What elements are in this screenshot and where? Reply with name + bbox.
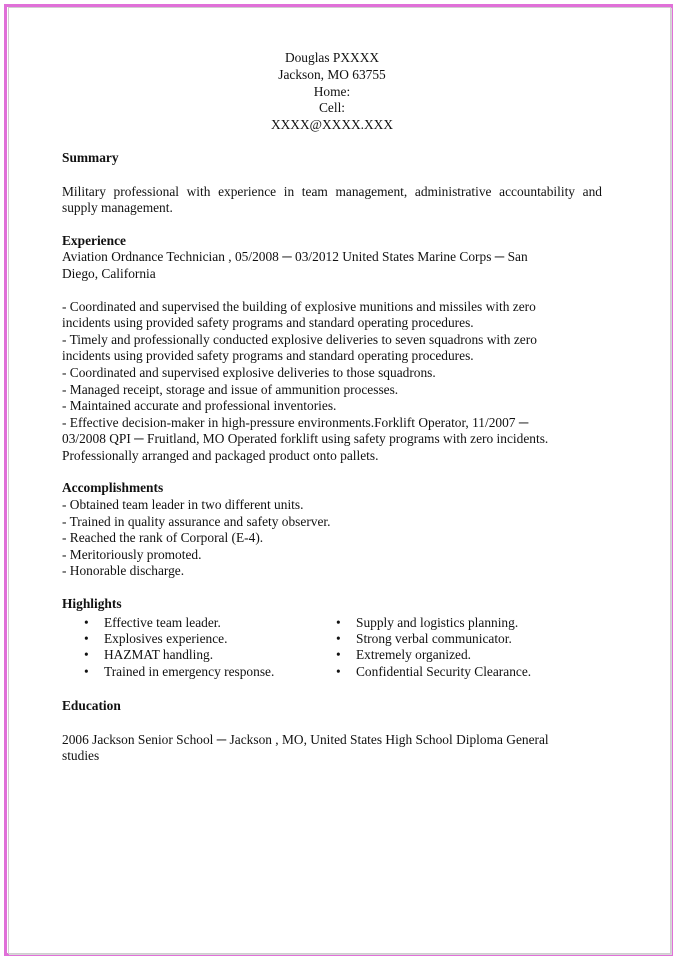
accomplishment-item: - Honorable discharge.: [62, 563, 185, 579]
home-phone-label: Home:: [313, 83, 351, 99]
experience-bullets: [62, 299, 602, 465]
highlight-item: • Strong verbal communicator.: [314, 631, 531, 647]
accomplishments-heading: Accomplishments: [62, 480, 164, 496]
highlights-right-column: [314, 615, 531, 681]
experience-bullet: incidents using provided safety programs and standard operating procedures.: [62, 348, 474, 364]
accomplishment-item: - Meritoriously promoted.: [62, 546, 202, 562]
experience-bullet: 03/2008 QPI ─ Fruitland, MO Operated forklift using safety programs with zero incidents.: [62, 431, 549, 447]
highlight-item: • Confidential Security Clearance.: [314, 664, 531, 680]
candidate-location: Jackson, MO 63755: [278, 66, 386, 82]
education-line: studies: [62, 748, 100, 764]
experience-bullet: - Managed receipt, storage and issue of ammunition processes.: [62, 381, 399, 397]
summary-heading: Summary: [62, 149, 119, 165]
experience-bullet: incidents using provided safety programs and standard operating procedures.: [62, 315, 474, 331]
accomplishment-item: - Obtained team leader in two different units.: [62, 497, 304, 513]
contact-header: [62, 50, 602, 134]
cell-phone-label: Cell:: [318, 100, 346, 116]
accomplishment-item: - Reached the rank of Corporal (E-4).: [62, 530, 264, 546]
highlight-item: • Extremely organized.: [314, 647, 531, 663]
highlights-left-column: [62, 615, 334, 681]
candidate-name: Douglas PXXXX: [284, 50, 380, 65]
experience-heading: Experience: [62, 232, 126, 248]
highlight-item: • HAZMAT handling.: [62, 647, 334, 663]
highlight-item: • Trained in emergency response.: [62, 664, 334, 680]
highlight-item: • Effective team leader.: [62, 615, 334, 631]
accomplishment-item: - Trained in quality assurance and safety observer.: [62, 513, 331, 529]
experience-bullet: - Maintained accurate and professional inventories.: [62, 398, 337, 414]
accomplishments-list: [62, 497, 602, 580]
resume-content: [62, 50, 602, 765]
summary-text: Military professional with experience in team management, administrative accountability and supply management.: [62, 183, 602, 216]
education-line: 2006 Jackson Senior School ─ Jackson , MO, United States High School Diploma General: [62, 731, 549, 747]
candidate-email: XXXX@XXXX.XXX: [270, 117, 394, 133]
highlight-item: • Explosives experience.: [62, 631, 334, 647]
experience-job-title: Aviation Ordnance Technician , 05/2008 ─ 03/2012 United States Marine Corps ─ San: [62, 249, 528, 265]
experience-bullet: - Effective decision-maker in high-pressure environments.Forklift Operator, 11/2007 ─: [62, 414, 529, 430]
highlights-heading: Highlights: [62, 596, 122, 612]
highlight-item: • Supply and logistics planning.: [314, 615, 531, 631]
experience-job-location: Diego, California: [62, 265, 156, 281]
experience-bullet: - Coordinated and supervised the building of explosive munitions and missiles with zero: [62, 298, 536, 314]
highlights-columns: [62, 615, 602, 681]
education-heading: Education: [62, 698, 121, 714]
experience-bullet: Professionally arranged and packaged product onto pallets.: [62, 447, 379, 463]
education-entry: [62, 732, 602, 765]
experience-job-line: [62, 249, 602, 282]
experience-bullet: - Coordinated and supervised explosive deliveries to those squadrons.: [62, 364, 436, 380]
experience-bullet: - Timely and professionally conducted explosive deliveries to seven squadrons with zero: [62, 331, 537, 347]
